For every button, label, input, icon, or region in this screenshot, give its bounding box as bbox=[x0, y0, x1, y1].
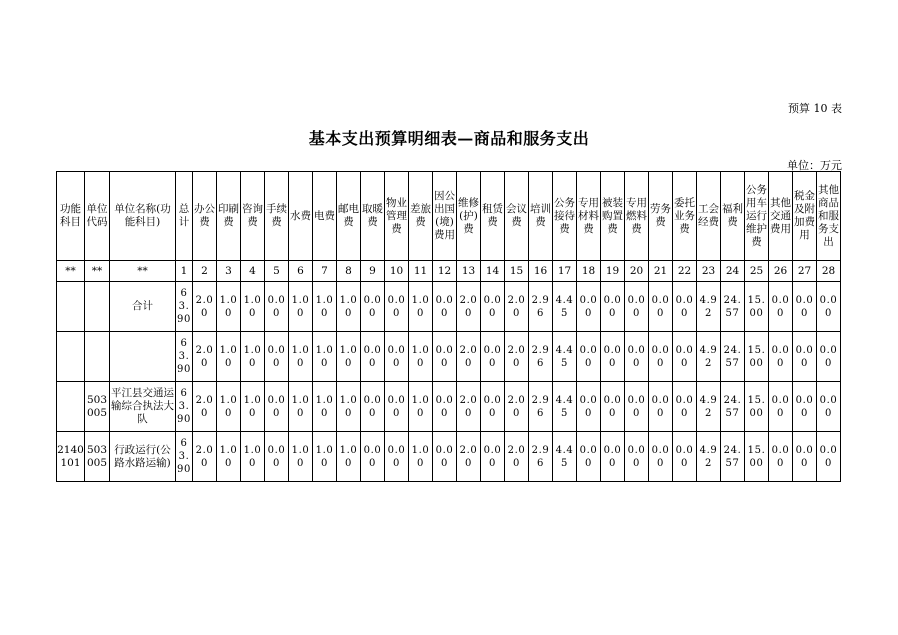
table-cell: 平江县交通运输综合执法大队 bbox=[110, 382, 176, 432]
table-cell bbox=[57, 382, 85, 432]
table-cell: 0.00 bbox=[817, 432, 841, 482]
column-header: 会议费 bbox=[505, 172, 529, 261]
column-header: 印刷费 bbox=[217, 172, 241, 261]
table-cell: 0.00 bbox=[361, 432, 385, 482]
column-header: 公务用车运行维护费 bbox=[745, 172, 769, 261]
column-index: 9 bbox=[361, 261, 385, 282]
table-cell: 0.00 bbox=[601, 432, 625, 482]
table-cell: 4.92 bbox=[697, 282, 721, 332]
table-cell: 0.00 bbox=[385, 382, 409, 432]
table-cell: 0.00 bbox=[625, 332, 649, 382]
table-cell: 1.00 bbox=[241, 332, 265, 382]
table-cell: 0.00 bbox=[361, 332, 385, 382]
table-cell: 合计 bbox=[110, 282, 176, 332]
column-header: 单位名称(功能科目) bbox=[110, 172, 176, 261]
column-index: 23 bbox=[697, 261, 721, 282]
table-cell: 2140101 bbox=[57, 432, 85, 482]
unit-label: 单位：万元 bbox=[787, 159, 842, 172]
table-cell: 0.00 bbox=[481, 382, 505, 432]
table-cell: 0.00 bbox=[769, 282, 793, 332]
column-index: 13 bbox=[457, 261, 481, 282]
column-header: 电费 bbox=[313, 172, 337, 261]
column-index: 8 bbox=[337, 261, 361, 282]
table-cell: 503005 bbox=[85, 432, 110, 482]
table-cell: 2.00 bbox=[457, 332, 481, 382]
table-row bbox=[57, 282, 841, 332]
table-cell: 0.00 bbox=[361, 382, 385, 432]
table-cell: 2.00 bbox=[457, 432, 481, 482]
column-header: 专用材料费 bbox=[577, 172, 601, 261]
column-header: 税金及附加费用 bbox=[793, 172, 817, 261]
table-cell: 2.00 bbox=[193, 432, 217, 482]
budget-table-label: 预算 10 表 bbox=[788, 102, 842, 115]
table-cell: 0.00 bbox=[577, 432, 601, 482]
column-index: 11 bbox=[409, 261, 433, 282]
column-index: 1 bbox=[176, 261, 193, 282]
column-header: 办公费 bbox=[193, 172, 217, 261]
column-index: 25 bbox=[745, 261, 769, 282]
table-cell: 503005 bbox=[85, 382, 110, 432]
table-cell: 1.00 bbox=[241, 382, 265, 432]
table-cell: 1.00 bbox=[289, 432, 313, 482]
column-header: 租赁费 bbox=[481, 172, 505, 261]
column-header: 委托业务费 bbox=[673, 172, 697, 261]
column-index: 12 bbox=[433, 261, 457, 282]
table-cell: 2.00 bbox=[193, 282, 217, 332]
table-cell: 15.00 bbox=[745, 282, 769, 332]
table-cell: 0.00 bbox=[793, 332, 817, 382]
table-cell: 2.96 bbox=[529, 282, 553, 332]
table-cell: 1.00 bbox=[289, 282, 313, 332]
column-index: 17 bbox=[553, 261, 577, 282]
table-row bbox=[57, 432, 841, 482]
table-cell: 15.00 bbox=[745, 332, 769, 382]
table-cell: 0.00 bbox=[361, 282, 385, 332]
table-cell: 0.00 bbox=[433, 332, 457, 382]
table-cell: 0.00 bbox=[769, 432, 793, 482]
table-cell: 0.00 bbox=[673, 432, 697, 482]
table-row bbox=[57, 382, 841, 432]
column-header: 公务接待费 bbox=[553, 172, 577, 261]
table-cell: 4.92 bbox=[697, 332, 721, 382]
column-index: 22 bbox=[673, 261, 697, 282]
table-cell: 0.00 bbox=[577, 282, 601, 332]
table-cell bbox=[57, 282, 85, 332]
table-cell: 0.00 bbox=[265, 332, 289, 382]
table-cell: 0.00 bbox=[817, 282, 841, 332]
column-index: 19 bbox=[601, 261, 625, 282]
column-header: 因公出国(境)费用 bbox=[433, 172, 457, 261]
column-index: 7 bbox=[313, 261, 337, 282]
table-cell: 1.00 bbox=[241, 282, 265, 332]
table-cell: 0.00 bbox=[817, 382, 841, 432]
table-cell: 63.90 bbox=[176, 282, 193, 332]
table-cell: 0.00 bbox=[481, 432, 505, 482]
table-cell: 0.00 bbox=[265, 432, 289, 482]
table-cell: 0.00 bbox=[601, 382, 625, 432]
table-cell bbox=[85, 282, 110, 332]
table-cell: 1.00 bbox=[409, 382, 433, 432]
column-header: 专用燃料费 bbox=[625, 172, 649, 261]
table-cell: 0.00 bbox=[601, 332, 625, 382]
column-header: 总计 bbox=[176, 172, 193, 261]
header-row bbox=[57, 172, 841, 261]
table-cell: 2.96 bbox=[529, 432, 553, 482]
table-cell: 24.57 bbox=[721, 282, 745, 332]
table-cell: 4.45 bbox=[553, 382, 577, 432]
column-index: 16 bbox=[529, 261, 553, 282]
table-cell: 1.00 bbox=[313, 282, 337, 332]
table-cell: 0.00 bbox=[265, 282, 289, 332]
table-cell: 0.00 bbox=[625, 432, 649, 482]
column-index: 28 bbox=[817, 261, 841, 282]
column-header: 单位代码 bbox=[85, 172, 110, 261]
index-row bbox=[57, 261, 841, 282]
table-cell: 0.00 bbox=[385, 282, 409, 332]
table-cell: 63.90 bbox=[176, 432, 193, 482]
table-cell: 2.96 bbox=[529, 382, 553, 432]
table-cell: 0.00 bbox=[793, 282, 817, 332]
table-cell: 1.00 bbox=[337, 332, 361, 382]
column-header: 水费 bbox=[289, 172, 313, 261]
table-cell: 0.00 bbox=[793, 382, 817, 432]
table-cell: 4.92 bbox=[697, 432, 721, 482]
column-index: 15 bbox=[505, 261, 529, 282]
table-cell: 0.00 bbox=[601, 282, 625, 332]
column-index: 4 bbox=[241, 261, 265, 282]
column-header: 手续费 bbox=[265, 172, 289, 261]
column-header: 被装购置费 bbox=[601, 172, 625, 261]
table-cell: 0.00 bbox=[649, 282, 673, 332]
table-cell: 2.00 bbox=[505, 282, 529, 332]
column-header: 邮电费 bbox=[337, 172, 361, 261]
table-cell: 1.00 bbox=[289, 382, 313, 432]
budget-detail-table bbox=[56, 171, 841, 482]
table-cell: 1.00 bbox=[337, 282, 361, 332]
column-index: 21 bbox=[649, 261, 673, 282]
column-index: ** bbox=[57, 261, 85, 282]
table-cell: 0.00 bbox=[433, 382, 457, 432]
table-cell: 0.00 bbox=[265, 382, 289, 432]
table-cell: 4.92 bbox=[697, 382, 721, 432]
table-cell: 1.00 bbox=[289, 332, 313, 382]
column-index: 5 bbox=[265, 261, 289, 282]
column-index: ** bbox=[110, 261, 176, 282]
table-cell: 2.00 bbox=[457, 382, 481, 432]
column-index: 24 bbox=[721, 261, 745, 282]
table-cell bbox=[57, 332, 85, 382]
table-cell: 2.00 bbox=[505, 432, 529, 482]
table-cell: 0.00 bbox=[649, 382, 673, 432]
page-title: 基本支出预算明细表—商品和服务支出 bbox=[308, 129, 590, 148]
table-cell: 0.00 bbox=[769, 382, 793, 432]
table-cell: 1.00 bbox=[217, 432, 241, 482]
table-cell: 0.00 bbox=[481, 282, 505, 332]
table-cell: 0.00 bbox=[769, 332, 793, 382]
column-header: 功能科目 bbox=[57, 172, 85, 261]
table-cell: 24.57 bbox=[721, 382, 745, 432]
column-header: 培训费 bbox=[529, 172, 553, 261]
table-cell: 0.00 bbox=[649, 332, 673, 382]
table-cell: 行政运行(公路水路运输) bbox=[110, 432, 176, 482]
table-cell bbox=[85, 332, 110, 382]
table-cell: 63.90 bbox=[176, 382, 193, 432]
table-cell: 4.45 bbox=[553, 282, 577, 332]
column-index: 18 bbox=[577, 261, 601, 282]
column-index: 14 bbox=[481, 261, 505, 282]
table-cell: 0.00 bbox=[817, 332, 841, 382]
column-index: ** bbox=[85, 261, 110, 282]
table-cell: 2.00 bbox=[457, 282, 481, 332]
table-cell: 0.00 bbox=[793, 432, 817, 482]
table-cell: 0.00 bbox=[481, 332, 505, 382]
table-cell: 0.00 bbox=[433, 282, 457, 332]
table-cell: 24.57 bbox=[721, 432, 745, 482]
table-cell bbox=[110, 332, 176, 382]
table-cell: 63.90 bbox=[176, 332, 193, 382]
column-index: 26 bbox=[769, 261, 793, 282]
table-cell: 4.45 bbox=[553, 332, 577, 382]
table-cell: 0.00 bbox=[577, 382, 601, 432]
table-cell: 0.00 bbox=[673, 332, 697, 382]
table-cell: 1.00 bbox=[409, 332, 433, 382]
table-cell: 0.00 bbox=[625, 282, 649, 332]
table-cell: 0.00 bbox=[673, 282, 697, 332]
table-cell: 2.96 bbox=[529, 332, 553, 382]
table-cell: 0.00 bbox=[385, 332, 409, 382]
table-cell: 1.00 bbox=[313, 332, 337, 382]
table-cell: 2.00 bbox=[505, 332, 529, 382]
column-index: 2 bbox=[193, 261, 217, 282]
table-cell: 0.00 bbox=[385, 432, 409, 482]
table-cell: 2.00 bbox=[193, 382, 217, 432]
table-cell: 2.00 bbox=[505, 382, 529, 432]
column-index: 20 bbox=[625, 261, 649, 282]
column-index: 27 bbox=[793, 261, 817, 282]
column-index: 3 bbox=[217, 261, 241, 282]
table-cell: 15.00 bbox=[745, 432, 769, 482]
table-cell: 24.57 bbox=[721, 332, 745, 382]
table-cell: 1.00 bbox=[313, 432, 337, 482]
column-header: 取暖费 bbox=[361, 172, 385, 261]
table-cell: 1.00 bbox=[217, 282, 241, 332]
table-cell: 0.00 bbox=[433, 432, 457, 482]
column-header: 物业管理费 bbox=[385, 172, 409, 261]
column-header: 劳务费 bbox=[649, 172, 673, 261]
table-cell: 1.00 bbox=[217, 382, 241, 432]
table-cell: 0.00 bbox=[649, 432, 673, 482]
column-header: 维修(护)费 bbox=[457, 172, 481, 261]
column-header: 福利费 bbox=[721, 172, 745, 261]
table-cell: 4.45 bbox=[553, 432, 577, 482]
table-cell: 1.00 bbox=[217, 332, 241, 382]
table-cell: 1.00 bbox=[241, 432, 265, 482]
table-cell: 0.00 bbox=[625, 382, 649, 432]
column-header: 工会经费 bbox=[697, 172, 721, 261]
column-header: 咨询费 bbox=[241, 172, 265, 261]
table-cell: 1.00 bbox=[409, 282, 433, 332]
table-cell: 2.00 bbox=[193, 332, 217, 382]
table-cell: 0.00 bbox=[577, 332, 601, 382]
column-header: 差旅费 bbox=[409, 172, 433, 261]
table-cell: 1.00 bbox=[313, 382, 337, 432]
table-cell: 1.00 bbox=[337, 382, 361, 432]
table-row bbox=[57, 332, 841, 382]
column-index: 10 bbox=[385, 261, 409, 282]
column-index: 6 bbox=[289, 261, 313, 282]
table-cell: 15.00 bbox=[745, 382, 769, 432]
table-cell: 0.00 bbox=[673, 382, 697, 432]
column-header: 其他交通费用 bbox=[769, 172, 793, 261]
column-header: 其他商品和服务支出 bbox=[817, 172, 841, 261]
table-cell: 1.00 bbox=[409, 432, 433, 482]
table-cell: 1.00 bbox=[337, 432, 361, 482]
